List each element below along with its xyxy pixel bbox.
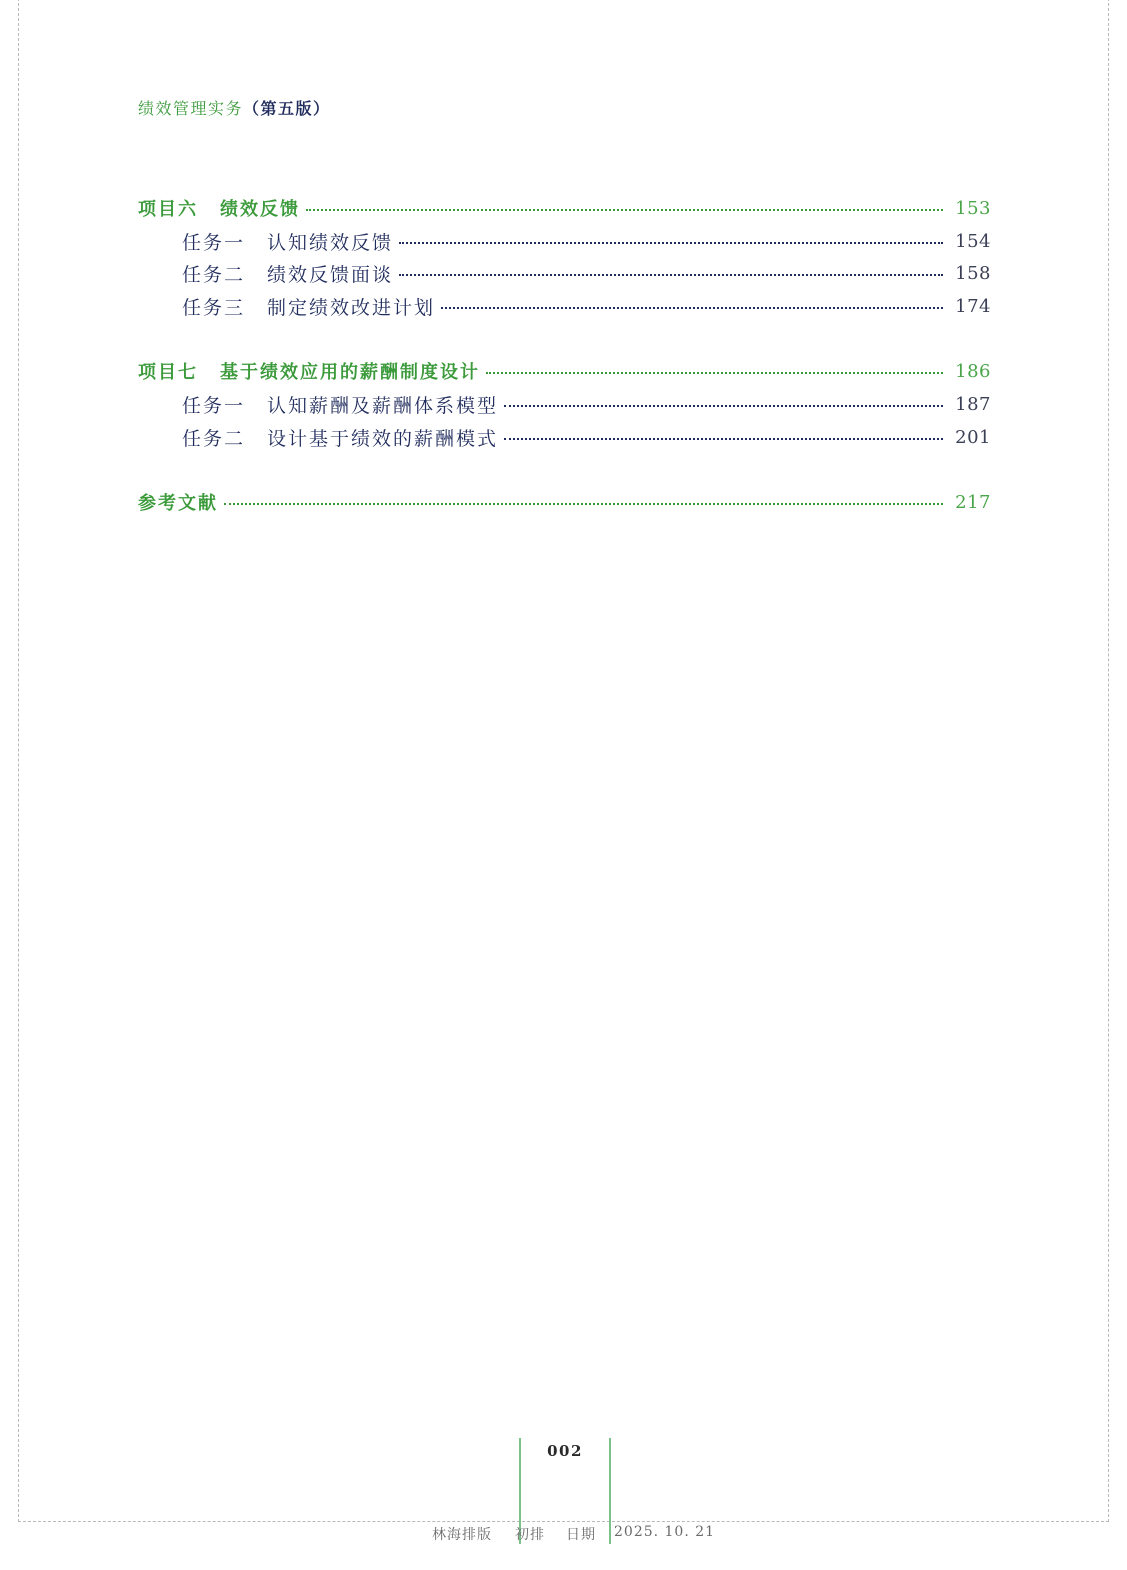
dot-leader xyxy=(306,209,943,211)
dot-leader xyxy=(399,274,943,276)
task-number: 任务一 xyxy=(182,394,246,417)
dot-leader xyxy=(486,372,943,374)
page-number: 154 xyxy=(955,230,991,252)
dot-leader xyxy=(224,503,943,505)
dot-leader xyxy=(504,405,943,407)
task-title: 制定绩效改进计划 xyxy=(267,296,436,319)
toc-entry-references[interactable] xyxy=(138,489,991,515)
edition-label: （第五版） xyxy=(243,99,331,118)
task-number: 任务二 xyxy=(182,427,246,450)
page-number: 153 xyxy=(955,197,991,219)
task-title: 绩效反馈面谈 xyxy=(267,263,394,286)
book-title: 绩效管理实务 xyxy=(138,99,244,118)
dot-leader xyxy=(504,438,943,440)
page-number: 201 xyxy=(955,426,991,448)
folio-page-number: 002 xyxy=(547,1442,583,1460)
toc-entry-task[interactable] xyxy=(182,293,991,319)
running-header xyxy=(138,96,331,119)
page-number: 158 xyxy=(955,262,991,284)
task-title: 认知绩效反馈 xyxy=(267,231,394,254)
dot-leader xyxy=(441,307,943,309)
task-title: 设计基于绩效的薪酬模式 xyxy=(267,427,499,450)
project-title: 基于绩效应用的薪酬制度设计 xyxy=(220,362,480,383)
toc-entry-project-7[interactable] xyxy=(138,358,991,384)
toc-entry-task[interactable] xyxy=(182,391,991,417)
references-title: 参考文献 xyxy=(138,493,218,514)
dot-leader xyxy=(399,242,943,244)
stage-label: 初排 xyxy=(515,1527,545,1543)
print-date: 2025. 10. 21 xyxy=(614,1524,716,1540)
task-title: 认知薪酬及薪酬体系模型 xyxy=(267,394,499,417)
date-label: 日期 xyxy=(566,1527,596,1543)
page-number: 174 xyxy=(955,295,991,317)
project-number: 项目六 xyxy=(138,199,198,220)
task-number: 任务三 xyxy=(182,296,246,319)
task-number: 任务一 xyxy=(182,231,246,254)
project-title: 绩效反馈 xyxy=(220,199,300,220)
page-number: 187 xyxy=(955,393,991,415)
typesetter-label: 林海排版 xyxy=(432,1527,492,1543)
task-number: 任务二 xyxy=(182,263,246,286)
toc-entry-task[interactable] xyxy=(182,260,991,286)
toc-entry-project-6[interactable] xyxy=(138,195,991,221)
project-number: 项目七 xyxy=(138,362,198,383)
toc-entry-task[interactable] xyxy=(182,228,991,254)
page-number: 217 xyxy=(955,491,991,513)
page-number: 186 xyxy=(955,360,991,382)
toc-entry-task[interactable] xyxy=(182,424,991,450)
